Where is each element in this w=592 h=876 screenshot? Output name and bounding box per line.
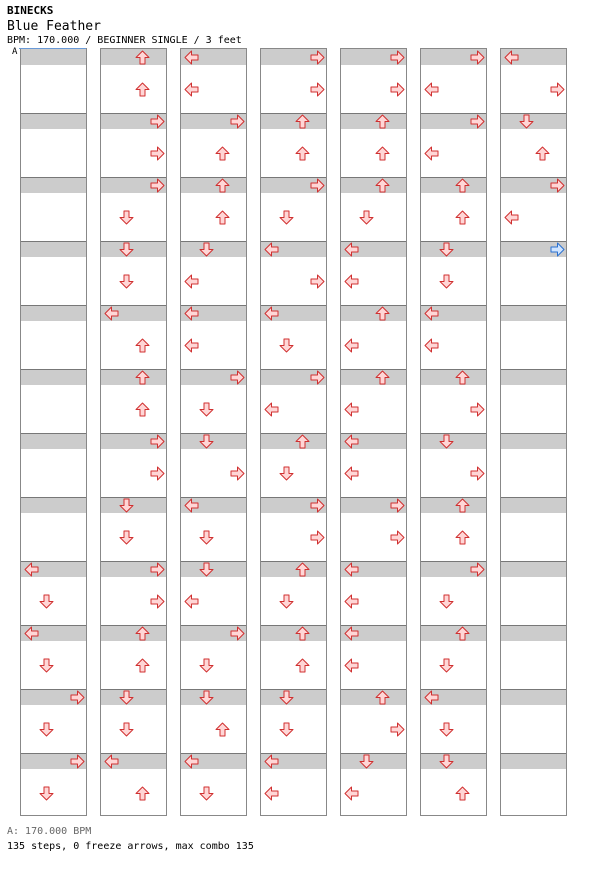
down-arrow-icon [119,242,134,257]
measure-line [21,241,86,242]
up-arrow-icon [375,690,390,705]
beat-band [421,497,486,513]
right-arrow-icon [150,434,165,449]
beat-band [101,49,166,65]
measure-line [21,305,86,306]
beat-band [21,433,86,449]
up-arrow-icon [535,146,550,161]
chart-column [100,48,167,816]
down-arrow-icon [199,530,214,545]
right-arrow-icon [390,498,405,513]
left-arrow-icon [344,658,359,673]
right-arrow-icon [550,82,565,97]
chart-column [500,48,567,816]
up-arrow-icon [375,370,390,385]
up-arrow-icon [455,786,470,801]
measure-line [261,561,326,562]
measure-line [501,625,566,626]
right-arrow-icon [150,562,165,577]
measure-line [261,113,326,114]
left-arrow-icon [184,82,199,97]
right-arrow-icon [230,466,245,481]
song-title: Blue Feather [7,19,101,34]
left-arrow-icon [344,562,359,577]
left-arrow-icon [424,338,439,353]
measure-line [21,113,86,114]
left-arrow-icon [184,338,199,353]
beat-band [261,561,326,577]
measure-line [341,305,406,306]
left-arrow-icon [264,242,279,257]
left-arrow-icon [504,50,519,65]
left-arrow-icon [344,402,359,417]
right-arrow-icon [150,146,165,161]
beat-band [501,369,566,385]
down-arrow-icon [39,658,54,673]
measure-line [501,433,566,434]
up-arrow-icon [215,178,230,193]
up-arrow-icon [455,210,470,225]
measure-line [21,497,86,498]
beat-band [21,369,86,385]
right-arrow-icon [230,626,245,641]
measure-line [101,369,166,370]
measure-line [101,625,166,626]
right-arrow-icon [310,370,325,385]
beat-band [501,433,566,449]
bpm-info: A: 170.000 BPM [7,826,92,837]
measure-line [501,369,566,370]
measure-line [501,689,566,690]
right-arrow-icon [550,178,565,193]
measure-line [341,113,406,114]
up-arrow-icon [455,370,470,385]
beat-band [101,625,166,641]
right-arrow-icon [470,562,485,577]
down-arrow-icon [439,754,454,769]
up-arrow-icon [135,786,150,801]
measure-line [501,561,566,562]
right-arrow-icon [150,594,165,609]
left-arrow-icon [264,786,279,801]
down-arrow-icon [199,562,214,577]
down-arrow-icon [199,434,214,449]
down-arrow-icon [119,274,134,289]
left-arrow-icon [344,274,359,289]
down-arrow-icon [199,690,214,705]
up-arrow-icon [135,626,150,641]
right-arrow-icon [390,50,405,65]
right-arrow-icon [150,466,165,481]
measure-line [501,753,566,754]
right-arrow-icon [70,754,85,769]
down-arrow-icon [279,594,294,609]
up-arrow-icon [455,498,470,513]
right-arrow-icon [390,530,405,545]
measure-line [421,497,486,498]
down-arrow-icon [279,722,294,737]
beat-band [501,753,566,769]
right-arrow-icon [470,114,485,129]
beat-band [181,177,246,193]
measure-line [21,433,86,434]
up-arrow-icon [215,722,230,737]
left-arrow-icon [264,402,279,417]
up-arrow-icon [295,658,310,673]
beat-band [341,113,406,129]
beat-band [21,305,86,321]
beat-band [501,561,566,577]
measure-line [261,433,326,434]
up-arrow-icon [375,146,390,161]
left-arrow-icon [344,626,359,641]
down-arrow-icon [39,722,54,737]
beat-band [501,497,566,513]
right-arrow-icon [150,114,165,129]
measure-line [421,369,486,370]
left-arrow-icon [344,466,359,481]
right-arrow-icon [470,466,485,481]
left-arrow-icon [344,338,359,353]
down-arrow-icon [119,498,134,513]
measure-line [341,689,406,690]
measure-line [421,625,486,626]
right-arrow-icon [310,274,325,289]
beat-band [21,241,86,257]
beat-band [501,305,566,321]
beat-band [21,177,86,193]
down-arrow-icon [439,274,454,289]
chart-column [340,48,407,816]
down-arrow-icon [359,754,374,769]
left-arrow-icon [344,242,359,257]
left-arrow-icon [184,594,199,609]
beat-band [261,625,326,641]
up-arrow-icon [135,50,150,65]
up-arrow-icon [455,178,470,193]
beat-band [421,369,486,385]
down-arrow-icon [439,242,454,257]
chart-stats: 135 steps, 0 freeze arrows, max combo 135 [7,841,254,852]
right-arrow-icon [310,82,325,97]
up-arrow-icon [295,434,310,449]
beat-band [21,113,86,129]
beat-band [501,625,566,641]
left-arrow-icon [184,498,199,513]
measure-line [181,177,246,178]
chart-column [260,48,327,816]
down-arrow-icon [439,434,454,449]
right-arrow-icon [390,82,405,97]
up-arrow-icon [135,370,150,385]
down-arrow-icon [119,210,134,225]
down-arrow-icon [199,786,214,801]
up-arrow-icon [295,146,310,161]
beat-band [261,433,326,449]
left-arrow-icon [264,754,279,769]
beat-band [341,177,406,193]
measure-line [501,305,566,306]
right-arrow-icon [70,690,85,705]
measure-line [341,369,406,370]
chart-column [420,48,487,816]
down-arrow-icon [199,242,214,257]
right-arrow-icon [470,50,485,65]
up-arrow-icon [455,626,470,641]
measure-line [341,177,406,178]
measure-line [501,497,566,498]
beat-band [421,625,486,641]
left-arrow-icon [24,562,39,577]
right-arrow-icon [230,370,245,385]
right-arrow-icon [550,242,565,257]
right-arrow-icon [470,402,485,417]
right-arrow-icon [310,178,325,193]
beat-band [341,305,406,321]
beat-band [101,369,166,385]
beat-band [261,113,326,129]
measure-line [421,177,486,178]
chart-meta: BPM: 170.000 / BEGINNER SINGLE / 3 feet [7,35,242,46]
left-arrow-icon [424,82,439,97]
up-arrow-icon [135,82,150,97]
measure-line [21,177,86,178]
down-arrow-icon [279,466,294,481]
beat-band [501,689,566,705]
up-arrow-icon [375,114,390,129]
right-arrow-icon [310,50,325,65]
up-arrow-icon [135,658,150,673]
down-arrow-icon [279,210,294,225]
up-arrow-icon [215,210,230,225]
right-arrow-icon [230,114,245,129]
left-arrow-icon [24,626,39,641]
up-arrow-icon [375,306,390,321]
left-arrow-icon [424,306,439,321]
left-arrow-icon [344,786,359,801]
down-arrow-icon [119,722,134,737]
beat-band [421,177,486,193]
down-arrow-icon [439,722,454,737]
down-arrow-icon [119,530,134,545]
left-arrow-icon [104,306,119,321]
artist-name: BINECKS [7,4,54,17]
up-arrow-icon [295,562,310,577]
down-arrow-icon [199,658,214,673]
down-arrow-icon [199,402,214,417]
left-arrow-icon [184,306,199,321]
up-arrow-icon [215,146,230,161]
down-arrow-icon [519,114,534,129]
left-arrow-icon [424,690,439,705]
beat-band [21,497,86,513]
left-arrow-icon [424,146,439,161]
left-arrow-icon [184,50,199,65]
up-arrow-icon [135,338,150,353]
down-arrow-icon [39,594,54,609]
measure-line [21,369,86,370]
right-arrow-icon [310,530,325,545]
left-arrow-icon [264,306,279,321]
left-arrow-icon [184,274,199,289]
down-arrow-icon [359,210,374,225]
measure-line [261,625,326,626]
chart-column [180,48,247,816]
bpm-change-label: A [12,47,18,57]
down-arrow-icon [439,594,454,609]
left-arrow-icon [504,210,519,225]
up-arrow-icon [455,530,470,545]
right-arrow-icon [310,498,325,513]
right-arrow-icon [390,722,405,737]
down-arrow-icon [279,690,294,705]
left-arrow-icon [104,754,119,769]
down-arrow-icon [39,786,54,801]
beat-band [341,689,406,705]
down-arrow-icon [119,690,134,705]
beat-band [341,369,406,385]
chart-column [20,48,87,816]
down-arrow-icon [279,338,294,353]
left-arrow-icon [344,434,359,449]
right-arrow-icon [150,178,165,193]
bpm-change-line [19,48,86,49]
up-arrow-icon [295,114,310,129]
left-arrow-icon [344,594,359,609]
up-arrow-icon [295,626,310,641]
up-arrow-icon [135,402,150,417]
beat-band [21,49,86,65]
up-arrow-icon [375,178,390,193]
down-arrow-icon [439,658,454,673]
left-arrow-icon [184,754,199,769]
